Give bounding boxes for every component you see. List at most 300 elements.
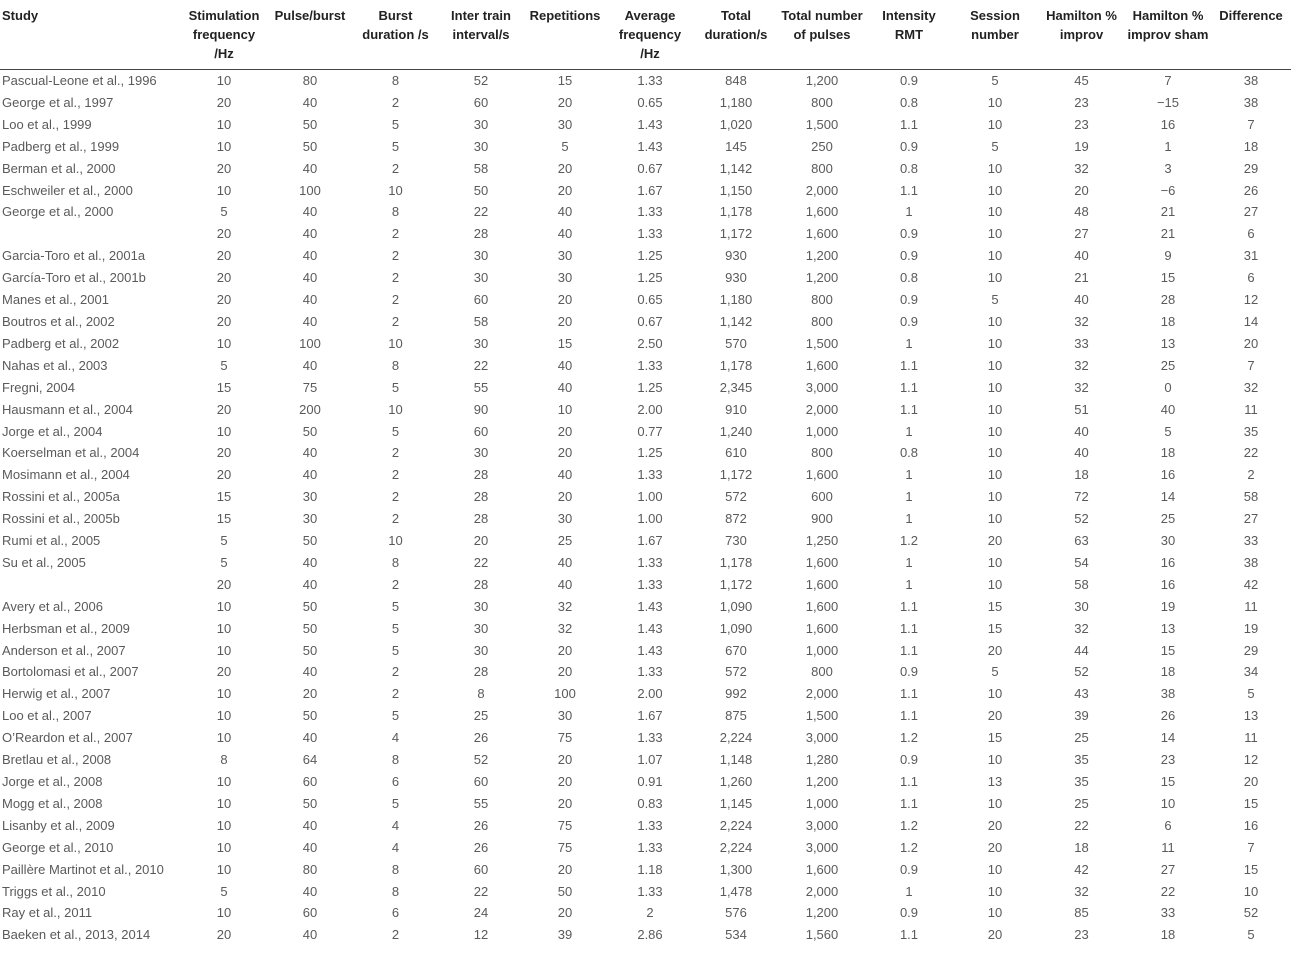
table-cell: 1,260 (719, 774, 753, 789)
table-cell: 44 (1074, 642, 1089, 658)
table-cell: 1,600 (805, 576, 839, 592)
study-cell: Bretlau et al., 2008 (2, 752, 112, 768)
table-cell: 20 (557, 905, 573, 921)
table-cell: 72 (1074, 489, 1089, 505)
table-cell: 22 (473, 357, 489, 373)
table-cell: 10 (388, 401, 403, 417)
table-cell: 20 (216, 445, 232, 461)
table-cell: 20 (557, 423, 573, 439)
table-cell: 2 (391, 94, 400, 110)
column-header: Session number (970, 8, 1020, 42)
column-header: Hamilton % improv (1046, 8, 1117, 42)
table-cell: 40 (302, 467, 318, 483)
table-cell: 5 (1247, 686, 1255, 702)
table-row (0, 902, 1291, 924)
table-cell: 60 (473, 423, 489, 439)
table-cell: 5 (391, 620, 400, 636)
table-row (0, 618, 1291, 640)
table-cell: 20 (557, 445, 573, 461)
table-cell: 52 (473, 73, 489, 88)
table-cell: 250 (811, 138, 833, 154)
table-cell: 24 (473, 905, 489, 921)
table-cell: 10 (216, 817, 232, 833)
table-cell: 14 (1160, 730, 1176, 746)
table-cell: 40 (302, 292, 318, 308)
table-cell: 30 (557, 248, 573, 264)
table-cell: 40 (302, 730, 318, 746)
table-cell: 32 (1074, 160, 1089, 176)
table-row (0, 70, 1291, 92)
table-cell: 22 (1160, 883, 1176, 899)
table-cell: 2,224 (719, 839, 753, 855)
table-cell: 9 (1164, 248, 1172, 264)
table-cell: 10 (987, 752, 1003, 768)
table-cell: 51 (1074, 401, 1089, 417)
table-cell: 11 (1161, 839, 1175, 855)
table-row (0, 705, 1291, 727)
table-cell: 45 (1074, 73, 1089, 88)
table-row (0, 201, 1291, 223)
table-cell: 15 (216, 489, 232, 505)
table-cell: 1,142 (719, 160, 753, 176)
table-cell: 30 (557, 270, 573, 286)
table-cell: 8 (391, 752, 400, 768)
table-cell: 0.9 (899, 313, 919, 329)
table-cell: 11 (1244, 730, 1258, 746)
table-cell: 1.33 (637, 467, 663, 483)
table-cell: 1.25 (637, 379, 663, 395)
table-cell: 10 (388, 533, 403, 549)
table-cell: 2.00 (637, 686, 663, 702)
table-row (0, 837, 1291, 859)
column-header: Difference (1219, 8, 1283, 23)
table-cell: 0.8 (899, 270, 919, 286)
table-cell: 1 (905, 335, 913, 351)
table-cell: 12 (1243, 292, 1259, 308)
table-cell: 1,600 (805, 861, 839, 877)
table-cell: 40 (302, 270, 318, 286)
table-cell: 50 (302, 598, 318, 614)
table-cell: 6 (1247, 226, 1255, 242)
table-cell: 13 (1160, 335, 1176, 351)
table-cell: 40 (302, 94, 318, 110)
table-cell: 10 (987, 795, 1003, 811)
table-cell: 1.2 (899, 533, 919, 549)
table-cell: 534 (725, 927, 747, 943)
table-cell: 32 (557, 620, 573, 636)
table-cell: 1,172 (719, 576, 753, 592)
table-cell: 2 (391, 686, 400, 702)
table-cell: 1.25 (637, 445, 663, 461)
table-cell: 0.83 (637, 795, 663, 811)
table-cell: 10 (987, 445, 1003, 461)
table-cell: 1,150 (719, 182, 753, 198)
table-cell: 18 (1074, 467, 1089, 483)
table-cell: 12 (1243, 752, 1259, 768)
table-cell: 29 (1243, 160, 1259, 176)
table-cell: 18 (1160, 445, 1176, 461)
table-row (0, 267, 1291, 289)
table-cell: 1.2 (899, 730, 919, 746)
table-cell: 15 (1243, 861, 1259, 877)
table-cell: 5 (391, 708, 400, 724)
table-cell: 18 (1160, 313, 1176, 329)
table-cell: 32 (1074, 357, 1089, 373)
table-cell: 100 (299, 335, 321, 351)
study-cell: Mogg et al., 2008 (2, 795, 103, 811)
table-cell: 33 (1074, 335, 1089, 351)
study-cell: George et al., 1997 (2, 94, 114, 110)
table-cell: 0.9 (899, 226, 919, 242)
table-cell: 10 (987, 467, 1003, 483)
study-cell: Herbsman et al., 2009 (2, 620, 130, 636)
table-cell: 13 (987, 774, 1003, 789)
table-cell: 1.43 (637, 116, 663, 132)
table-cell: 10 (987, 357, 1003, 373)
table-cell: 18 (1160, 664, 1176, 680)
table-cell: 50 (302, 795, 318, 811)
table-cell: 23 (1160, 752, 1176, 768)
table-cell: 0.77 (637, 423, 663, 439)
table-cell: 1,600 (805, 204, 839, 220)
table-cell: 35 (1243, 423, 1259, 439)
table-cell: 100 (299, 182, 321, 198)
table-cell: 19 (1243, 620, 1259, 636)
table-cell: 40 (1074, 423, 1089, 439)
table-cell: 20 (557, 160, 573, 176)
table-cell: 26 (473, 817, 489, 833)
table-cell: 10 (216, 708, 232, 724)
table-cell: 1.33 (637, 226, 663, 242)
table-cell: 20 (557, 94, 573, 110)
table-cell: 40 (302, 226, 318, 242)
table-cell: 670 (725, 642, 747, 658)
table-cell: 40 (302, 554, 318, 570)
table-cell: 32 (1243, 379, 1259, 395)
table-cell: 31 (1243, 248, 1259, 264)
table-row (0, 530, 1291, 552)
table-cell: 20 (216, 270, 232, 286)
column-header: Intensity RMT (882, 8, 936, 42)
table-cell: 39 (557, 927, 573, 943)
table-row (0, 640, 1291, 662)
table-cell: 1,478 (719, 883, 753, 899)
table-cell: 20 (557, 182, 573, 198)
table-cell: 40 (302, 883, 318, 899)
table-cell: 18 (1074, 839, 1089, 855)
table-cell: 1.18 (637, 861, 663, 877)
table-cell: 20 (557, 489, 573, 505)
table-cell: 15 (1243, 795, 1259, 811)
column-header: Study (2, 8, 39, 23)
table-cell: 1.00 (637, 511, 663, 527)
study-cell: Eschweiler et al., 2000 (2, 182, 133, 198)
table-row (0, 727, 1291, 749)
table-cell: 25 (1160, 357, 1176, 373)
table-cell: 10 (1243, 883, 1259, 899)
table-cell: 4 (391, 817, 400, 833)
table-cell: 15 (557, 335, 573, 351)
table-cell: 1.1 (899, 708, 919, 724)
table-cell: 7 (1247, 357, 1255, 373)
table-cell: 1,500 (805, 708, 839, 724)
study-cell (0, 574, 181, 596)
table-cell: 8 (391, 204, 400, 220)
table-cell: 0.67 (637, 313, 663, 329)
table-cell: 34 (1243, 664, 1259, 680)
table-cell: 20 (987, 817, 1003, 833)
column-header: Stimulation frequency /Hz (188, 8, 260, 61)
table-row (0, 924, 1291, 946)
table-cell: 80 (302, 73, 318, 88)
table-cell: 22 (473, 204, 489, 220)
table-cell: 35 (1074, 752, 1089, 768)
table-row (0, 574, 1291, 596)
table-cell: 10 (216, 730, 232, 746)
study-cell: García-Toro et al., 2001b (2, 270, 146, 286)
study-cell: Mosimann et al., 2004 (2, 467, 130, 483)
table-cell: 1,148 (719, 752, 753, 768)
table-cell: 10 (987, 489, 1003, 505)
table-cell: 2 (391, 313, 400, 329)
table-cell: 90 (473, 401, 489, 417)
table-cell: 10 (987, 423, 1003, 439)
table-cell: 27 (1243, 204, 1259, 220)
table-cell: 1.43 (637, 642, 663, 658)
table-cell: 50 (473, 182, 489, 198)
table-cell: 10 (987, 248, 1003, 264)
table-cell: 800 (811, 664, 833, 680)
table-cell: 33 (1243, 533, 1259, 549)
table-row (0, 377, 1291, 399)
study-cell: Loo et al., 2007 (2, 708, 92, 724)
table-cell: 0.9 (899, 248, 919, 264)
table-cell: 20 (216, 248, 232, 264)
table-cell: 40 (557, 204, 573, 220)
table-cell: 20 (216, 160, 232, 176)
table-cell: 1,000 (805, 423, 839, 439)
table-cell: 5 (220, 533, 228, 549)
table-cell: 1.67 (637, 182, 663, 198)
table-cell: 2,000 (805, 686, 839, 702)
table-cell: 145 (725, 138, 747, 154)
study-cell: Su et al., 2005 (2, 554, 86, 570)
table-cell: 5 (991, 73, 999, 88)
table-cell: 10 (216, 73, 232, 88)
table-cell: 2 (646, 905, 654, 921)
table-cell: 21 (1160, 204, 1176, 220)
table-cell: 63 (1074, 533, 1089, 549)
table-row (0, 223, 1291, 245)
table-cell: 50 (302, 423, 318, 439)
table-cell: 1.33 (637, 554, 663, 570)
table-cell: 10 (987, 94, 1003, 110)
table-cell: 30 (473, 248, 489, 264)
table-cell: 18 (1243, 138, 1259, 154)
table-cell: 572 (725, 664, 747, 680)
table-cell: 1,200 (805, 774, 839, 789)
table-cell: 38 (1243, 94, 1259, 110)
table-cell: 1.33 (637, 730, 663, 746)
table-cell: 1,240 (719, 423, 753, 439)
table-cell: 930 (725, 248, 747, 264)
table-cell: 1.2 (899, 839, 919, 855)
table-cell: 40 (302, 313, 318, 329)
table-cell: 40 (302, 445, 318, 461)
table-cell: 40 (302, 576, 318, 592)
table-cell: 2 (391, 467, 400, 483)
table-cell: 1 (905, 489, 913, 505)
table-row (0, 793, 1291, 815)
study-cell: Bortolomasi et al., 2007 (2, 664, 139, 680)
table-cell: 23 (1074, 927, 1089, 943)
table-cell: 60 (473, 292, 489, 308)
table-cell: 10 (557, 401, 573, 417)
study-cell: Rossini et al., 2005b (2, 511, 120, 527)
table-cell: 1 (1164, 138, 1172, 154)
table-cell: 1,090 (719, 620, 753, 636)
table-cell: 75 (557, 730, 573, 746)
table-cell: 0.65 (637, 292, 663, 308)
table-cell: 10 (1160, 795, 1176, 811)
table-cell: 40 (557, 467, 573, 483)
table-cell: 0.8 (899, 94, 919, 110)
table-cell: 5 (391, 795, 400, 811)
table-cell: 26 (1160, 708, 1176, 724)
study-cell: Koerselman et al., 2004 (2, 445, 140, 461)
table-cell: 30 (473, 270, 489, 286)
table-cell: 1 (905, 467, 913, 483)
table-cell: 1.1 (899, 620, 919, 636)
table-cell: 3,000 (805, 817, 839, 833)
study-cell: Ray et al., 2011 (2, 905, 93, 921)
table-cell: 1,600 (805, 357, 839, 373)
table-cell: 0.9 (899, 861, 919, 877)
table-cell: 10 (987, 182, 1003, 198)
table-cell: 10 (216, 116, 232, 132)
table-cell: 200 (299, 401, 321, 417)
table-cell: 10 (216, 642, 232, 658)
table-cell: 38 (1243, 554, 1259, 570)
table-cell: 58 (473, 160, 489, 176)
table-row (0, 399, 1291, 421)
table-cell: 10 (216, 182, 232, 198)
table-row (0, 136, 1291, 158)
table-cell: 10 (987, 883, 1003, 899)
table-cell: 8 (391, 861, 400, 877)
table-cell: 25 (1074, 730, 1089, 746)
table-cell: 8 (391, 883, 400, 899)
table-cell: 2 (391, 226, 400, 242)
table-row (0, 442, 1291, 464)
table-cell: 5 (391, 379, 400, 395)
table-cell: 10 (987, 313, 1003, 329)
table-cell: 28 (473, 511, 489, 527)
table-cell: 1,000 (805, 642, 839, 658)
table-cell: 23 (1074, 94, 1089, 110)
table-cell: 10 (216, 138, 232, 154)
table-cell: 570 (725, 335, 747, 351)
table-cell: 10 (216, 620, 232, 636)
header-row (0, 0, 1291, 70)
table-cell: 30 (473, 445, 489, 461)
table-cell: 1,020 (719, 116, 753, 132)
table-cell: 20 (473, 533, 489, 549)
column-header: Average frequency /Hz (618, 8, 682, 61)
table-cell: 15 (557, 73, 573, 88)
table-cell: 25 (1160, 511, 1176, 527)
table-row (0, 158, 1291, 180)
table-cell: 18 (1160, 927, 1176, 943)
table-cell: 0.9 (899, 292, 919, 308)
table-cell: 10 (216, 598, 232, 614)
table-cell: 60 (473, 861, 489, 877)
study-cell: Triggs et al., 2010 (2, 883, 106, 899)
table-cell: 32 (1074, 620, 1089, 636)
table-cell: 58 (1243, 489, 1259, 505)
table-cell: 20 (557, 292, 573, 308)
table-cell: 900 (811, 511, 833, 527)
table-cell: 26 (1243, 182, 1259, 198)
table-cell: 15 (1160, 642, 1176, 658)
table-cell: 29 (1243, 642, 1259, 658)
table-row (0, 881, 1291, 903)
table-cell: 12 (473, 927, 489, 943)
table-cell: 1.33 (637, 817, 663, 833)
table-cell: 2 (391, 927, 400, 943)
table-cell: 43 (1074, 686, 1089, 702)
table-cell: 50 (302, 620, 318, 636)
table-cell: 20 (557, 664, 573, 680)
table-cell: 5 (561, 138, 569, 154)
table-cell: 13 (1160, 620, 1176, 636)
table-cell: 800 (811, 160, 833, 176)
table-cell: 28 (473, 576, 489, 592)
table-cell: 35 (1074, 774, 1089, 789)
table-cell: 80 (302, 861, 318, 877)
table-cell: 1.1 (899, 795, 919, 811)
table-cell: 5 (220, 554, 228, 570)
table-cell: 1 (905, 554, 913, 570)
table-cell: 30 (473, 335, 489, 351)
study-cell: Garcia-Toro et al., 2001a (2, 248, 146, 264)
table-cell: 16 (1160, 467, 1176, 483)
table-cell: 20 (1243, 335, 1259, 351)
table-cell: 40 (557, 226, 573, 242)
table-row (0, 333, 1291, 355)
table-cell: 42 (1074, 861, 1089, 877)
table-row (0, 114, 1291, 136)
table-cell: 15 (216, 379, 232, 395)
table-cell: 30 (557, 708, 573, 724)
table-cell: 22 (1074, 817, 1089, 833)
study-cell: Jorge et al., 2004 (2, 423, 103, 439)
table-cell: 1.00 (637, 489, 663, 505)
table-cell: 50 (557, 883, 573, 899)
table-row (0, 859, 1291, 881)
table-cell: 2,000 (805, 401, 839, 417)
table-cell: 10 (216, 423, 232, 439)
study-cell: Loo et al., 1999 (2, 116, 92, 132)
table-cell: 60 (302, 774, 318, 789)
table-cell: 39 (1074, 708, 1089, 724)
table-cell: 2 (391, 445, 400, 461)
table-cell: 14 (1243, 313, 1259, 329)
table-cell: 30 (473, 642, 489, 658)
table-cell: 20 (557, 774, 573, 789)
table-cell: 30 (473, 138, 489, 154)
table-cell: 1.67 (637, 708, 663, 724)
